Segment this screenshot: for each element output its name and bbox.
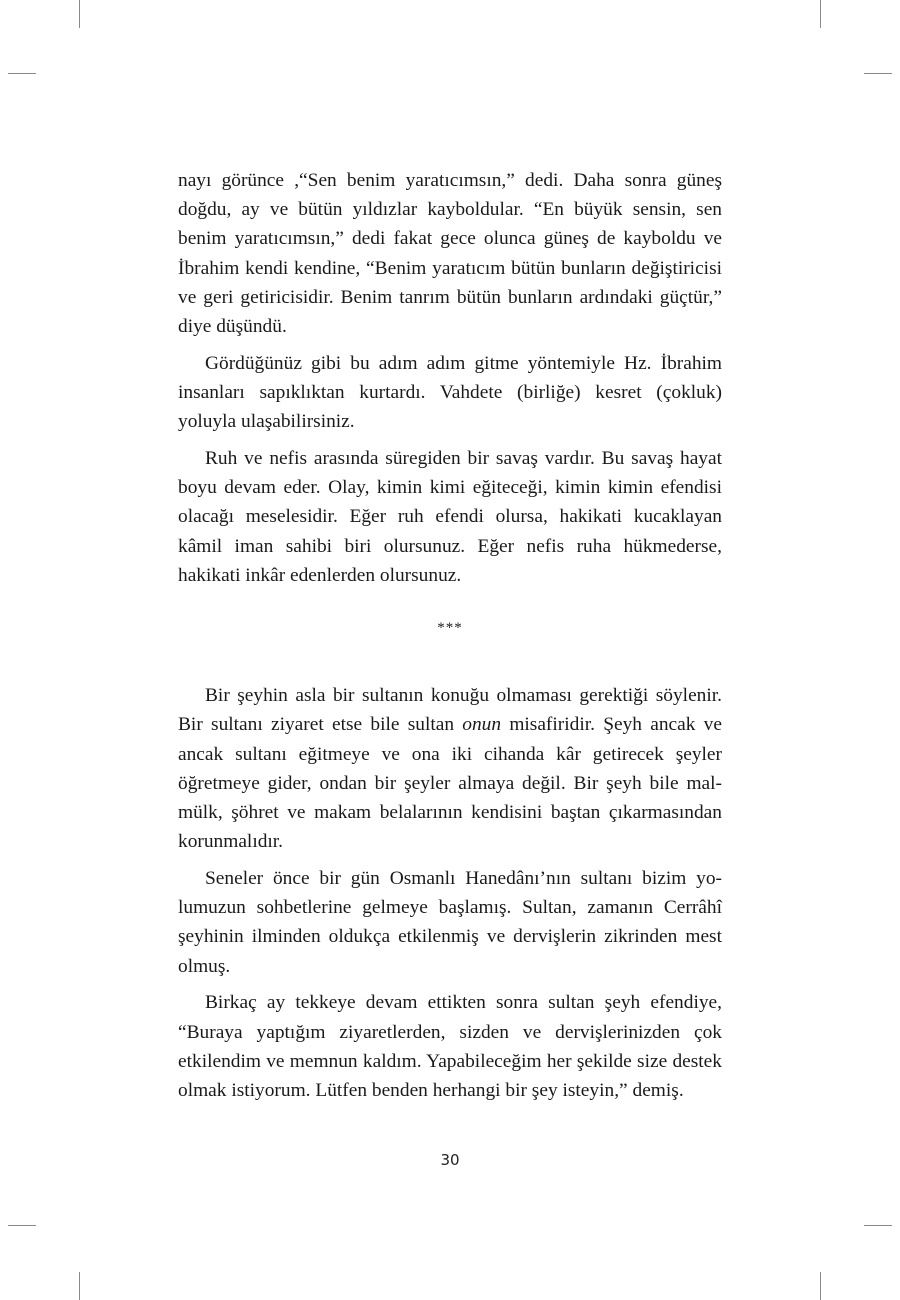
crop-mark-top-right (820, 0, 821, 28)
crop-mark-right-bottom (864, 1225, 892, 1226)
paragraph-continued: nayı görünce ,“Sen benim yaratıcımsın,” dedi. Daha sonra güneş doğdu, ay ve bütün yıldızlar kayboldular. “En büyük sensin, sen benim yaratıcımsın,” dedi fakat gece olunca güneş de kayboldu ve İbrahim kendi kendine, “Benim yaratıcım bütün bunların değiştiricisi ve geri getiricisidir. Benim tanrım bütün bunların ardındaki güçtür,” diye düşündü. (178, 170, 722, 338)
crop-mark-bottom-right (820, 1272, 821, 1300)
page-number: 30 (440, 1151, 460, 1169)
paragraph-soul-and-ego: Ruh ve nefis arasında süregiden bir savaş vardır. Bu savaş hayat boyu devam eder. Olay, kimin kimi eğiteceği, kimin kimin efendisi olacağı meselesidir. Eğer ruh efendi olursa, hakikati kucaklayan kâmil iman sahibi biri olursunuz. Eğer nefis ruha hükmederse, hakikati inkâr edenlerden olursunuz. (178, 448, 722, 586)
page-body (178, 166, 722, 1105)
crop-mark-left-bottom (8, 1225, 36, 1226)
section-separator: *** (437, 620, 463, 637)
paragraph-sultan-request: Birkaç ay tekkeye devam ettikten sonra sultan şeyh efendiye, “Buraya yaptığım ziyaretlerden, sizden ve dervişlerinizden çok etkilendim ve memnun kaldım. Yapabileceğim her şekilde size destek olmak istiyorum. Lütfen benden herhangi bir şey isteyin,” demiş. (178, 992, 722, 1102)
paragraph-ibrahim: Gördüğünüz gibi bu adım adım gitme yöntemiyle Hz. İbrahim insanları sapıklıktan kurtardı. Vahdete (birliğe) kesret (çokluk) yoluyla ulaşabilirsiniz. (178, 352, 722, 433)
crop-mark-left-top (8, 73, 36, 74)
paragraph-ottoman-sultan: Seneler önce bir gün Osmanlı Hanedânı’nın sultanı bizim yolumuzun sohbetlerine gelmeye başlamış. Sultan, zamanın Cerrâhî şeyhinin ilminden oldukça etkilenmiş ve dervişlerin zikrinden mest olmuş. (178, 868, 722, 977)
emphasis-onun: onun (462, 714, 502, 736)
crop-mark-bottom-left (79, 1272, 80, 1300)
paragraph-sheikh-and-sultan: Bir şeyhin asla bir sultanın konuğu olmaması gerektiği söylenir. Bir sultanı ziyaret etse bile sultan onun misafiridir. Şeyh ancak ve ancak sultanı eğitmeye ve ona iki cihanda kâr getirecek şeyler öğretmeye gider, ondan bir şeyler almaya değil. Bir şeyh bile mal-mülk, şöhret ve makam belalarının kendisini baştan çıkarmasından korunmalıdır. (178, 685, 722, 853)
crop-mark-right-top (864, 73, 892, 74)
crop-mark-top-left (79, 0, 80, 28)
